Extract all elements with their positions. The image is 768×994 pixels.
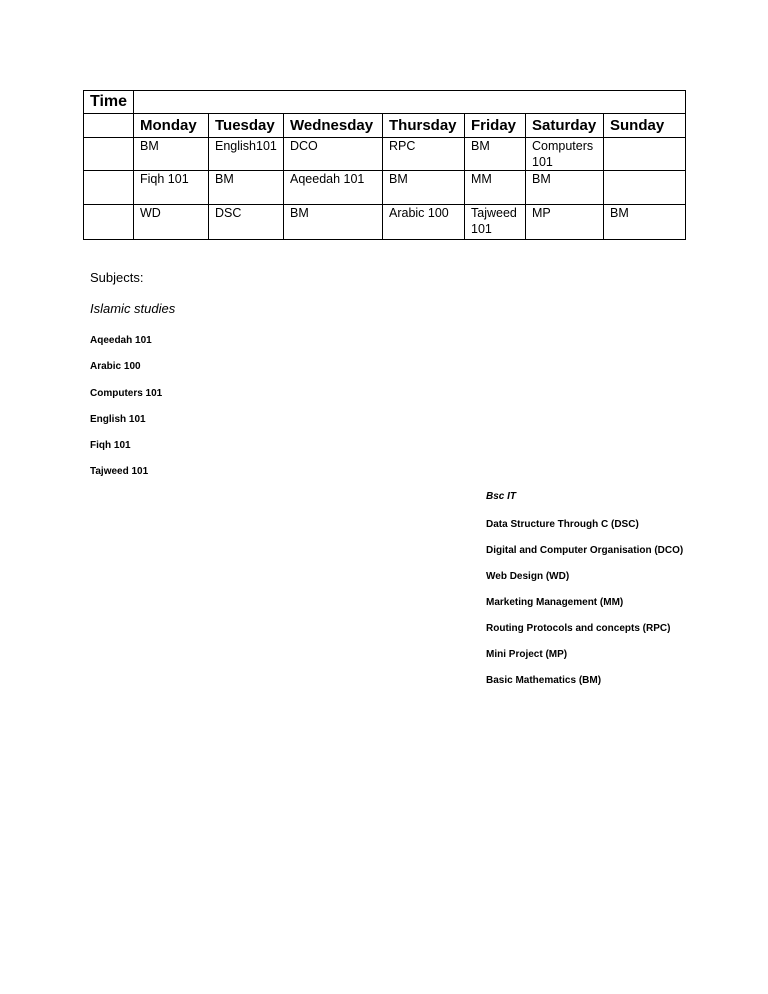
table-row xyxy=(84,171,686,205)
day-header-tuesday: Tuesday xyxy=(209,114,284,138)
day-header-thursday: Thursday xyxy=(383,114,465,138)
day-header-monday: Monday xyxy=(134,114,209,138)
table-cell: BM xyxy=(134,138,209,171)
table-cell: MP xyxy=(526,205,604,240)
list-item: Marketing Management (MM) xyxy=(486,597,624,608)
list-item: English 101 xyxy=(90,413,146,425)
table-cell: BM xyxy=(209,171,284,205)
list-item: Web Design (WD) xyxy=(486,571,570,582)
time-header-blank xyxy=(134,91,686,114)
table-cell: Computers 101 xyxy=(526,138,604,171)
list-item: Tajweed 101 xyxy=(90,466,149,478)
table-cell: BM xyxy=(465,138,526,171)
table-cell: WD xyxy=(134,205,209,240)
table-cell: Tajweed 101 xyxy=(465,205,526,240)
table-cell: RPC xyxy=(383,138,465,171)
list-item: Routing Protocols and concepts (RPC) xyxy=(486,623,671,634)
time-cell xyxy=(84,205,134,240)
table-cell xyxy=(604,171,686,205)
day-header-sunday: Sunday xyxy=(604,114,686,138)
list-item: Mini Project (MP) xyxy=(486,649,568,660)
day-header-friday: Friday xyxy=(465,114,526,138)
day-header-saturday: Saturday xyxy=(526,114,604,138)
list-item: Data Structure Through C (DSC) xyxy=(486,519,639,530)
table-cell: MM xyxy=(465,171,526,205)
list-item: Aqeedah 101 xyxy=(90,335,152,346)
time-cell xyxy=(84,114,134,138)
list-item: Basic Mathematics (BM) xyxy=(486,675,602,686)
table-cell: Aqeedah 101 xyxy=(284,171,383,205)
list-item: Digital and Computer Organisation (DCO) xyxy=(486,545,684,556)
table-cell: Fiqh 101 xyxy=(134,171,209,205)
islamic-subject-list xyxy=(90,334,162,492)
table-cell: Arabic 100 xyxy=(383,205,465,240)
table-cell: BM xyxy=(604,205,686,240)
table-cell: BM xyxy=(526,171,604,205)
timetable xyxy=(83,90,686,240)
islamic-studies-heading: Islamic studies xyxy=(90,301,176,316)
table-cell: BM xyxy=(383,171,465,205)
list-item: Computers 101 xyxy=(90,387,163,399)
table-cell: DCO xyxy=(284,138,383,171)
time-header: Time xyxy=(84,91,134,114)
table-cell: DSC xyxy=(209,205,284,240)
subjects-heading: Subjects: xyxy=(90,270,144,285)
table-row xyxy=(84,205,686,240)
table-cell: BM xyxy=(284,205,383,240)
table-row xyxy=(84,138,686,171)
bsc-it-heading: Bsc IT xyxy=(486,491,517,502)
list-item: Arabic 100 xyxy=(90,361,141,373)
time-cell xyxy=(84,171,134,205)
time-cell xyxy=(84,138,134,171)
day-header-wednesday: Wednesday xyxy=(284,114,383,138)
table-cell xyxy=(604,138,686,171)
list-item: Fiqh 101 xyxy=(90,440,131,452)
bsc-it-subject-list xyxy=(486,518,686,700)
table-cell: English101 xyxy=(209,138,284,171)
